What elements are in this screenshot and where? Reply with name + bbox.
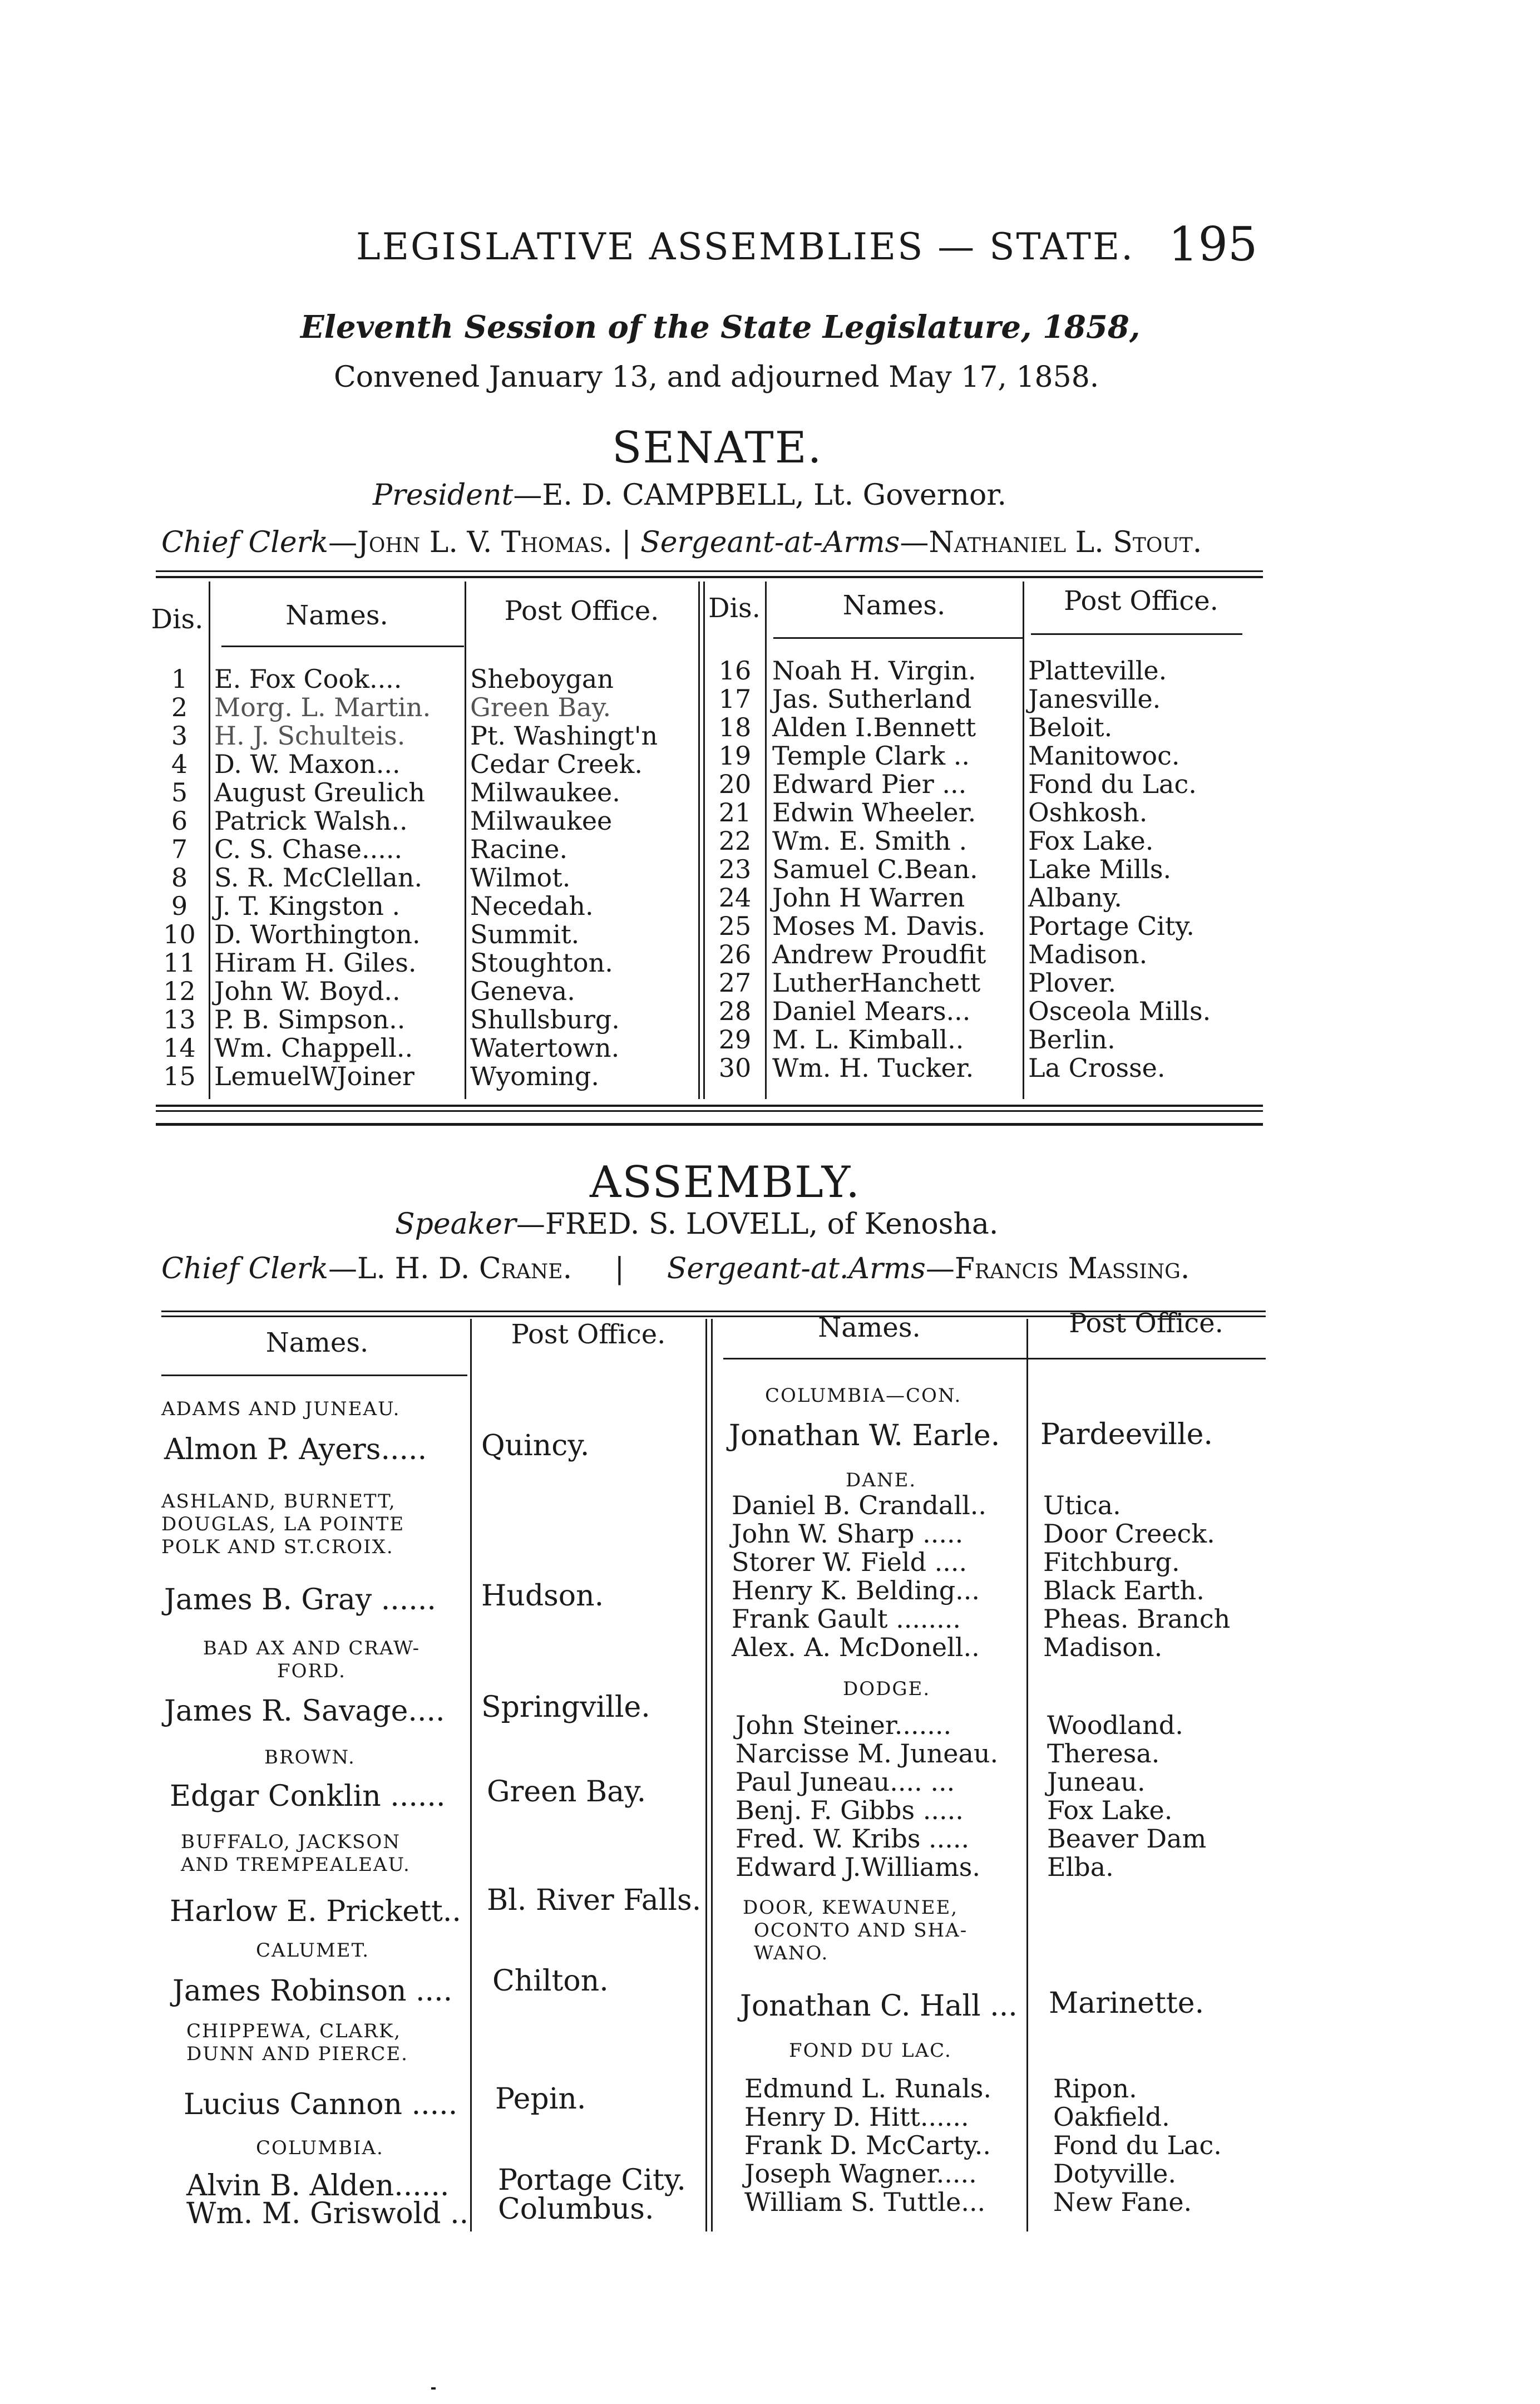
district: 5	[171, 777, 188, 807]
post-office: Pardeeville.	[1040, 1418, 1213, 1451]
county-line: ASHLAND, BURNETT,	[161, 1490, 396, 1513]
county-line: POLK AND ST.CROIX.	[161, 1536, 394, 1558]
senate-row	[705, 799, 1211, 827]
post-office: Chilton.	[492, 1964, 609, 1998]
post-office: Oakfield.	[1053, 2102, 1170, 2132]
post-office: Dotyville.	[1053, 2159, 1177, 2189]
post-office: Columbus.	[498, 2193, 654, 2226]
senator-name: August Greulich	[214, 777, 426, 807]
member-name: Edgar Conklin ......	[170, 1780, 446, 1813]
senator-name: J. T. Kingston .	[214, 891, 401, 921]
county-line: WANO.	[754, 1942, 829, 1964]
senate-left-rows	[150, 665, 658, 1091]
assembly-row	[744, 2188, 1222, 2216]
member-name: Alvin B. Alden......	[186, 2169, 450, 2203]
post-office: Sheboygan	[470, 664, 614, 694]
senate-row	[705, 855, 1211, 884]
post-office: Lake Mills.	[1028, 854, 1172, 884]
senate-head-rule	[221, 646, 464, 647]
assembly-row	[732, 1491, 1230, 1520]
district: 2	[171, 692, 188, 722]
member-name: Frank D. McCarty..	[744, 2130, 991, 2160]
post-office: Madison.	[1028, 939, 1148, 969]
post-office: Albany.	[1028, 883, 1122, 913]
district: 17	[718, 684, 752, 714]
post-office: Madison.	[1043, 1632, 1163, 1662]
post-office: Portage City.	[498, 2164, 686, 2197]
senate-col-names: Names.	[285, 600, 388, 631]
post-office: Fitchburg.	[1043, 1547, 1180, 1577]
post-office: Woodland.	[1047, 1710, 1183, 1740]
district: 29	[718, 1024, 752, 1055]
county-heading: BROWN.	[264, 1746, 356, 1768]
senate-col-names-right: Names.	[842, 590, 946, 621]
member-name: James R. Savage....	[164, 1694, 445, 1728]
district: 7	[171, 834, 188, 864]
assembly-row	[736, 1796, 1206, 1825]
page-number: 195	[1168, 217, 1258, 272]
sergeant-value: —Francis Massing.	[925, 1252, 1190, 1285]
post-office: Springville.	[481, 1691, 650, 1724]
member-name: Edward J.Williams.	[736, 1852, 980, 1882]
post-office: New Fane.	[1053, 2187, 1192, 2217]
assembly-row	[736, 1853, 1206, 1881]
senate-row	[705, 685, 1211, 713]
speaker-value: —FRED. S. LOVELL, of Kenosha.	[516, 1208, 999, 1241]
post-office: Green Bay.	[487, 1775, 646, 1809]
county-line: DOUGLAS, LA POINTE	[161, 1513, 405, 1535]
county-heading	[743, 1896, 968, 1965]
post-office: Fox Lake.	[1028, 826, 1154, 856]
senator-name: John H Warren	[772, 883, 965, 913]
district: 19	[718, 741, 752, 771]
senator-name: Morg. L. Martin.	[214, 692, 431, 722]
district: 14	[163, 1033, 196, 1063]
post-office: Racine.	[470, 834, 568, 864]
running-header: LEGISLATIVE ASSEMBLIES — STATE.	[356, 225, 1135, 268]
assembly-head-rule	[161, 1375, 467, 1376]
post-office: Bl. River Falls.	[487, 1884, 702, 1917]
chief-clerk-value: —L. H. D. Crane.	[328, 1252, 572, 1285]
post-office: Door Creeck.	[1043, 1519, 1215, 1549]
member-name: James Robinson ....	[172, 1974, 453, 2008]
senate-row	[705, 912, 1211, 940]
post-office: Berlin.	[1028, 1024, 1115, 1055]
senate-row	[705, 827, 1211, 855]
post-office: Green Bay.	[470, 692, 611, 722]
post-office: Theresa.	[1047, 1738, 1160, 1768]
district: 1	[171, 664, 188, 694]
post-office: Beaver Dam	[1047, 1824, 1207, 1854]
senate-col-dis: Dis.	[151, 604, 204, 635]
senate-row	[150, 1034, 658, 1062]
post-office: Pepin.	[495, 2082, 586, 2116]
district: 4	[171, 749, 188, 779]
county-heading: CALUMET.	[256, 1939, 370, 1962]
chief-clerk-label: Chief Clerk	[161, 1252, 329, 1285]
senate-row	[705, 969, 1211, 997]
assembly-row	[732, 1577, 1230, 1605]
stray-mark	[431, 2387, 436, 2390]
assembly-row	[744, 2131, 1222, 2160]
district: 11	[163, 948, 196, 978]
member-name: Edmund L. Runals.	[744, 2073, 992, 2104]
assembly-row	[736, 1711, 1206, 1740]
sergeant-label: Sergeant-at-Arms	[640, 526, 900, 559]
separator: |	[621, 526, 641, 559]
district: 28	[718, 996, 752, 1026]
senator-name: M. L. Kimball..	[772, 1024, 964, 1055]
member-name: Henry K. Belding...	[732, 1575, 980, 1605]
member-name: Alex. A. McDonell..	[732, 1632, 980, 1662]
member-name: Daniel B. Crandall..	[732, 1490, 987, 1520]
senate-top-rule	[156, 570, 1263, 572]
senate-row	[150, 807, 658, 835]
member-name: Henry D. Hitt......	[744, 2102, 969, 2132]
senator-name: Andrew Proudfit	[772, 939, 986, 969]
county-heading	[181, 1831, 411, 1876]
county-heading: COLUMBIA.	[256, 2137, 384, 2159]
post-office: Portage City.	[1028, 911, 1195, 941]
member-name: Jonathan C. Hall ...	[740, 1989, 1018, 2023]
post-office: Fond du Lac.	[1053, 2130, 1222, 2160]
assembly-vline	[711, 1319, 713, 2231]
assembly-heading: ASSEMBLY.	[590, 1157, 861, 1208]
district: 20	[718, 769, 752, 799]
senate-right-rows	[705, 657, 1211, 1082]
member-name: Fred. W. Kribs .....	[736, 1824, 970, 1854]
assembly-row	[732, 1633, 1230, 1662]
senate-col-post-office: Post Office.	[504, 595, 659, 627]
member-name: Paul Juneau.... ...	[736, 1767, 955, 1797]
senate-col-dis-right: Dis.	[708, 593, 761, 624]
county-line: CHIPPEWA, CLARK,	[186, 2020, 402, 2042]
speaker-label: Speaker	[395, 1208, 516, 1241]
senator-name: Patrick Walsh..	[214, 806, 408, 836]
district: 8	[171, 863, 188, 893]
senate-row	[705, 742, 1211, 770]
post-office: Oshkosh.	[1028, 797, 1148, 827]
post-office: Milwaukee.	[470, 777, 620, 807]
member-name: Narcisse M. Juneau.	[736, 1738, 999, 1768]
county-heading	[186, 2020, 408, 2066]
sergeant-label: Sergeant-at.Arms	[667, 1252, 926, 1285]
county-heading	[161, 1490, 404, 1559]
post-office: Osceola Mills.	[1028, 996, 1211, 1026]
senate-bottom-rule	[156, 1105, 1263, 1107]
senate-officers	[161, 526, 1202, 559]
post-office: Ripon.	[1053, 2073, 1137, 2104]
county-line: AND TREMPEALEAU.	[181, 1854, 411, 1876]
assembly-row	[744, 2075, 1222, 2103]
post-office: Stoughton.	[470, 948, 613, 978]
assembly-col-names: Names.	[265, 1327, 369, 1358]
assembly-row	[736, 1825, 1206, 1853]
county-line: DOOR, KEWAUNEE,	[743, 1896, 959, 1919]
district: 24	[718, 883, 752, 913]
post-office: Plover.	[1028, 968, 1117, 998]
senator-name: Moses M. Davis.	[772, 911, 986, 941]
post-office: Manitowoc.	[1028, 741, 1180, 771]
assembly-row	[732, 1605, 1230, 1633]
district: 25	[718, 911, 752, 941]
senate-vline	[703, 582, 705, 1099]
senate-row	[150, 665, 658, 693]
senate-row	[705, 657, 1211, 685]
president-value: —E. D. CAMPBELL, Lt. Governor.	[513, 479, 1006, 512]
county-line: OCONTO AND SHA-	[754, 1919, 968, 1942]
senate-row	[705, 884, 1211, 912]
assembly-speaker	[395, 1208, 998, 1241]
president-label: President	[373, 479, 514, 512]
district: 3	[171, 721, 188, 751]
district: 9	[171, 891, 188, 921]
post-office: Geneva.	[470, 976, 575, 1006]
county-line: BAD AX AND CRAW-	[203, 1637, 421, 1659]
assembly-vline	[705, 1319, 707, 2231]
post-office: Wyoming.	[470, 1061, 599, 1091]
senate-row	[150, 920, 658, 949]
district: 18	[718, 712, 752, 742]
member-name: Jonathan W. Earle.	[729, 1419, 1000, 1452]
post-office: Wilmot.	[470, 863, 571, 893]
senate-row	[150, 1006, 658, 1034]
post-office: La Crosse.	[1028, 1053, 1166, 1083]
senator-name: C. S. Chase.....	[214, 834, 403, 864]
senate-vline	[698, 582, 700, 1099]
district: 15	[163, 1061, 196, 1091]
district: 30	[718, 1053, 752, 1083]
session-title: Eleventh Session of the State Legislature, 1858,	[300, 309, 1141, 346]
district: 6	[171, 806, 188, 836]
senator-name: Samuel C.Bean.	[772, 854, 978, 884]
senate-heading: SENATE.	[612, 423, 823, 473]
senate-row	[705, 1026, 1211, 1054]
senator-name: P. B. Simpson..	[214, 1004, 406, 1034]
dodge-rows	[736, 1711, 1206, 1881]
senate-head-rule	[1031, 633, 1242, 635]
senate-row	[705, 713, 1211, 742]
county-heading: COLUMBIA—CON.	[765, 1385, 962, 1407]
county-line: DUNN AND PIERCE.	[186, 2043, 408, 2065]
senate-row	[150, 892, 658, 920]
senator-name: LutherHanchett	[772, 968, 981, 998]
senate-row	[705, 770, 1211, 799]
senator-name: Daniel Mears...	[772, 996, 971, 1026]
post-office: Elba.	[1047, 1852, 1114, 1882]
district: 10	[163, 919, 196, 949]
senator-name: Wm. Chappell..	[214, 1033, 413, 1063]
senate-row	[150, 949, 658, 977]
member-name: Storer W. Field ....	[732, 1547, 968, 1577]
senator-name: D. W. Maxon...	[214, 749, 401, 779]
senator-name: Wm. E. Smith .	[772, 826, 968, 856]
post-office: Platteville.	[1028, 656, 1167, 686]
assembly-row	[736, 1740, 1206, 1768]
assembly-vline	[470, 1319, 472, 2231]
assembly-officers	[161, 1252, 1189, 1285]
senator-name: D. Worthington.	[214, 919, 421, 949]
post-office: Utica.	[1043, 1490, 1121, 1520]
senate-row	[705, 997, 1211, 1026]
county-line: FORD.	[277, 1660, 346, 1682]
assembly-col-post-office-right: Post Office.	[1069, 1308, 1223, 1339]
senate-president	[373, 479, 1006, 512]
district: 21	[718, 797, 752, 827]
senate-row	[150, 750, 658, 779]
senate-row	[150, 779, 658, 807]
senator-name: Edwin Wheeler.	[772, 797, 976, 827]
senate-row	[150, 864, 658, 892]
county-heading: DANE.	[846, 1469, 917, 1491]
county-heading: DODGE.	[843, 1678, 931, 1700]
senate-row	[150, 693, 658, 722]
county-line: BUFFALO, JACKSON	[181, 1831, 401, 1853]
district: 22	[718, 826, 752, 856]
member-name: William S. Tuttle...	[744, 2187, 986, 2217]
senator-name: H. J. Schulteis.	[214, 721, 406, 751]
member-name: Harlow E. Prickett..	[170, 1895, 461, 1928]
member-name: James B. Gray ......	[164, 1583, 436, 1617]
senate-row	[705, 1054, 1211, 1082]
senator-name: LemuelWJoiner	[214, 1061, 414, 1091]
assembly-row	[732, 1548, 1230, 1577]
post-office: Beloit.	[1028, 712, 1113, 742]
chief-clerk-label: Chief Clerk	[161, 526, 329, 559]
assembly-head-rule	[723, 1358, 1266, 1359]
senator-name: E. Fox Cook....	[214, 664, 402, 694]
assembly-col-names-right: Names.	[818, 1312, 921, 1343]
assembly-row	[744, 2160, 1222, 2188]
senate-bottom-rule-3	[156, 1123, 1263, 1126]
post-office: Janesville.	[1028, 684, 1161, 714]
senator-name: Hiram H. Giles.	[214, 948, 417, 978]
senator-name: Jas. Sutherland	[772, 684, 972, 714]
fond-du-lac-rows	[744, 2075, 1222, 2216]
senator-name: Edward Pier ...	[772, 769, 967, 799]
senator-name: Temple Clark ..	[772, 741, 970, 771]
post-office: Fond du Lac.	[1028, 769, 1197, 799]
sergeant-value: —Nathaniel L. Stout.	[900, 526, 1202, 559]
post-office: Milwaukee	[470, 806, 613, 836]
member-name: Wm. M. Griswold ..	[186, 2197, 469, 2230]
senate-row	[150, 835, 658, 864]
post-office: Pt. Washingt'n	[470, 721, 658, 751]
county-heading: ADAMS AND JUNEAU.	[161, 1398, 401, 1420]
post-office: Cedar Creek.	[470, 749, 643, 779]
member-name: John Steiner.......	[736, 1710, 952, 1740]
senate-head-rule	[773, 637, 1023, 639]
senate-top-rule-2	[156, 576, 1263, 578]
senate-row	[150, 1062, 658, 1091]
post-office: Shullsburg.	[470, 1004, 620, 1034]
district: 13	[163, 1004, 196, 1034]
separator: |	[614, 1252, 625, 1285]
assembly-row	[732, 1520, 1230, 1548]
senator-name: Wm. H. Tucker.	[772, 1053, 974, 1083]
senator-name: S. R. McClellan.	[214, 863, 423, 893]
member-name: Lucius Cannon .....	[184, 2088, 458, 2121]
senate-bottom-rule-2	[156, 1110, 1263, 1112]
post-office: Pheas. Branch	[1043, 1604, 1231, 1634]
assembly-col-post-office: Post Office.	[511, 1319, 666, 1350]
dane-rows	[732, 1491, 1230, 1662]
assembly-row	[744, 2103, 1222, 2131]
post-office: Summit.	[470, 919, 580, 949]
post-office: Quincy.	[481, 1429, 590, 1462]
senate-row	[150, 977, 658, 1006]
district: 26	[718, 939, 752, 969]
session-dates: Convened January 13, and adjourned May 17, 1858.	[334, 361, 1099, 394]
district: 23	[718, 854, 752, 884]
senate-row	[705, 940, 1211, 969]
member-name: John W. Sharp .....	[732, 1519, 964, 1549]
post-office: Juneau.	[1047, 1767, 1146, 1797]
district: 12	[163, 976, 196, 1006]
district: 27	[718, 968, 752, 998]
member-name: Frank Gault ........	[732, 1604, 961, 1634]
senate-col-post-office-right: Post Office.	[1064, 585, 1218, 617]
senator-name: Alden I.Bennett	[772, 712, 976, 742]
post-office: Marinette.	[1049, 1987, 1205, 2020]
member-name: Almon P. Ayers.....	[164, 1433, 427, 1466]
assembly-row	[736, 1768, 1206, 1796]
post-office: Black Earth.	[1043, 1575, 1205, 1605]
county-heading	[178, 1637, 445, 1683]
senate-row	[150, 722, 658, 750]
member-name: Benj. F. Gibbs .....	[736, 1795, 964, 1825]
member-name: Joseph Wagner.....	[744, 2159, 977, 2189]
chief-clerk-value: —John L. V. Thomas.	[328, 526, 613, 559]
post-office: Hudson.	[481, 1579, 604, 1613]
district: 16	[718, 656, 752, 686]
senator-name: John W. Boyd..	[214, 976, 401, 1006]
county-heading: FOND DU LAC.	[789, 2040, 952, 2062]
senator-name: Noah H. Virgin.	[772, 656, 976, 686]
post-office: Fox Lake.	[1047, 1795, 1173, 1825]
post-office: Necedah.	[470, 891, 594, 921]
post-office: Watertown.	[470, 1033, 620, 1063]
